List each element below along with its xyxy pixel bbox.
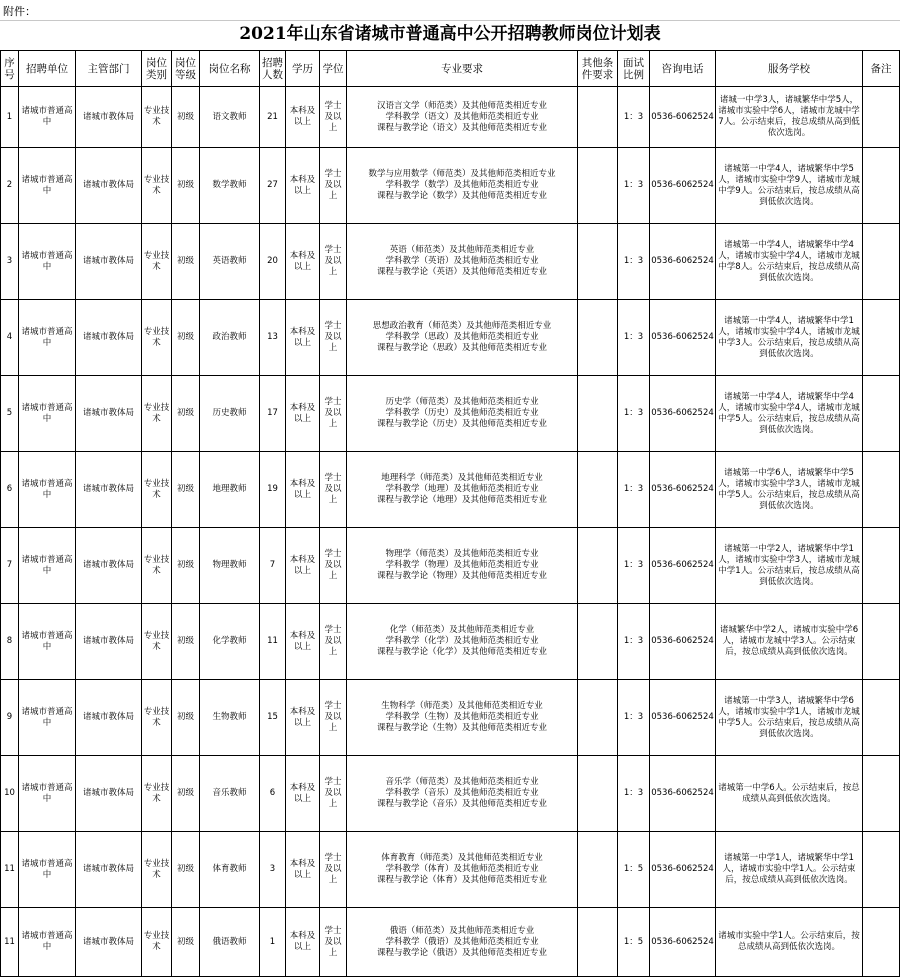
cell-major xyxy=(347,452,578,528)
cell-education: 本科及以上 xyxy=(286,376,320,452)
cell-phone: 0536-6062524 xyxy=(650,300,716,376)
header-major: 专业要求 xyxy=(347,51,578,87)
cell-degree: 学士及以上 xyxy=(320,452,347,528)
cell-level: 初级 xyxy=(172,148,200,224)
cell-count: 7 xyxy=(260,528,286,604)
major-line: 音乐学（师范类）及其他师范类相近专业 xyxy=(385,777,539,787)
cell-phone: 0536-6062524 xyxy=(650,87,716,148)
major-line: 历史学（师范类）及其他师范类相近专业 xyxy=(385,397,539,407)
cell-dept: 诸城市教体局 xyxy=(76,908,142,977)
cell-major xyxy=(347,756,578,832)
table-row xyxy=(1,680,900,756)
cell-degree: 学士及以上 xyxy=(320,680,347,756)
cell-count: 1 xyxy=(260,908,286,977)
major-line: 课程与教学论（物理）及其他师范类相近专业 xyxy=(376,571,547,581)
cell-level: 初级 xyxy=(172,300,200,376)
major-line: 课程与教学论（化学）及其他师范类相近专业 xyxy=(376,647,547,657)
cell-education: 本科及以上 xyxy=(286,756,320,832)
cell-dept: 诸城市教体局 xyxy=(76,528,142,604)
cell-degree: 学士及以上 xyxy=(320,908,347,977)
cell-category: 专业技术 xyxy=(142,300,172,376)
cell-other xyxy=(578,376,618,452)
cell-other xyxy=(578,528,618,604)
header-count: 招聘人数 xyxy=(260,51,286,87)
cell-category: 专业技术 xyxy=(142,224,172,300)
cell-education: 本科及以上 xyxy=(286,832,320,908)
cell-seq: 1 xyxy=(1,87,19,148)
cell-ratio: 1：5 xyxy=(618,908,650,977)
cell-ratio: 1：3 xyxy=(618,300,650,376)
major-line: 课程与教学论（英语）及其他师范类相近专业 xyxy=(376,267,547,277)
cell-note xyxy=(863,908,900,977)
cell-note xyxy=(863,832,900,908)
major-line: 学科教学（数学）及其他师范类相近专业 xyxy=(385,180,539,190)
cell-count: 11 xyxy=(260,604,286,680)
cell-seq: 3 xyxy=(1,224,19,300)
cell-other xyxy=(578,300,618,376)
cell-school: 诸城第一中学3人，诸城繁华中学6人，诸城市实验中学1人，诸城市龙城中学5人。公示结束后，按总成绩从高到低依次选岗。 xyxy=(716,680,863,756)
major-line: 学科教学（思政）及其他师范类相近专业 xyxy=(385,332,539,342)
cell-dept: 诸城市教体局 xyxy=(76,604,142,680)
cell-level: 初级 xyxy=(172,832,200,908)
cell-level: 初级 xyxy=(172,908,200,977)
table-row xyxy=(1,756,900,832)
header-unit: 招聘单位 xyxy=(19,51,76,87)
cell-category: 专业技术 xyxy=(142,452,172,528)
major-line: 课程与教学论（音乐）及其他师范类相近专业 xyxy=(376,799,547,809)
cell-other xyxy=(578,756,618,832)
cell-ratio: 1：3 xyxy=(618,604,650,680)
header-phone: 咨询电话 xyxy=(650,51,716,87)
cell-dept: 诸城市教体局 xyxy=(76,452,142,528)
cell-education: 本科及以上 xyxy=(286,224,320,300)
cell-post: 语文教师 xyxy=(200,87,260,148)
cell-phone: 0536-6062524 xyxy=(650,832,716,908)
cell-unit: 诸城市普通高中 xyxy=(19,148,76,224)
cell-unit: 诸城市普通高中 xyxy=(19,87,76,148)
cell-school: 诸城第一中学4人，诸城繁华中学4人，诸城市实验中学4人，诸城市龙城中学5人。公示结束后，按总成绩从高到低依次选岗。 xyxy=(716,376,863,452)
major-line: 学科教学（俄语）及其他师范类相近专业 xyxy=(385,936,539,947)
header-post: 岗位名称 xyxy=(200,51,260,87)
cell-note xyxy=(863,87,900,148)
table-header-row xyxy=(1,51,900,87)
cell-seq: 11 xyxy=(1,832,19,908)
cell-post: 地理教师 xyxy=(200,452,260,528)
table-row xyxy=(1,832,900,908)
cell-unit: 诸城市普通高中 xyxy=(19,756,76,832)
cell-school: 诸城第一中学1人，诸城繁华中学1人，诸城市实验中学1人。公示结束后，按总成绩从高到低依次选岗。 xyxy=(716,832,863,908)
cell-post: 数学教师 xyxy=(200,148,260,224)
cell-degree: 学士及以上 xyxy=(320,300,347,376)
major-line: 俄语（师范类）及其他师范类相近专业 xyxy=(389,925,535,936)
header-note: 备注 xyxy=(863,51,900,87)
header-other: 其他条件要求 xyxy=(578,51,618,87)
cell-school: 诸城第一中学6人，诸城繁华中学5人，诸城市实验中学3人，诸城市龙城中学5人。公示结束后，按总成绩从高到低依次选岗。 xyxy=(716,452,863,528)
cell-phone: 0536-6062524 xyxy=(650,528,716,604)
header-category: 岗位类别 xyxy=(142,51,172,87)
table-row xyxy=(1,604,900,680)
cell-ratio: 1：3 xyxy=(618,528,650,604)
cell-ratio: 1：3 xyxy=(618,756,650,832)
major-line: 生物科学（师范类）及其他师范类相近专业 xyxy=(381,701,543,711)
cell-note xyxy=(863,756,900,832)
cell-category: 专业技术 xyxy=(142,528,172,604)
cell-phone: 0536-6062524 xyxy=(650,680,716,756)
cell-count: 21 xyxy=(260,87,286,148)
cell-category: 专业技术 xyxy=(142,908,172,977)
cell-category: 专业技术 xyxy=(142,680,172,756)
cell-note xyxy=(863,148,900,224)
cell-major xyxy=(347,376,578,452)
cell-phone: 0536-6062524 xyxy=(650,604,716,680)
cell-post: 化学教师 xyxy=(200,604,260,680)
table-row xyxy=(1,148,900,224)
cell-note xyxy=(863,528,900,604)
cell-seq: 6 xyxy=(1,452,19,528)
cell-major xyxy=(347,300,578,376)
cell-other xyxy=(578,224,618,300)
page-title: 2021年山东省诸城市普通高中公开招聘教师岗位计划表 xyxy=(239,24,661,44)
header-dept: 主管部门 xyxy=(76,51,142,87)
cell-category: 专业技术 xyxy=(142,604,172,680)
cell-phone: 0536-6062524 xyxy=(650,148,716,224)
cell-degree: 学士及以上 xyxy=(320,832,347,908)
cell-other xyxy=(578,832,618,908)
major-line: 课程与教学论（俄语）及其他师范类相近专业 xyxy=(376,947,547,958)
cell-school: 诸城第一中学4人，诸城繁华中学4人，诸城市实验中学4人，诸城市龙城中学8人。公示结束后，按总成绩从高到低依次选岗。 xyxy=(716,224,863,300)
cell-seq: 4 xyxy=(1,300,19,376)
header-level: 岗位等级 xyxy=(172,51,200,87)
cell-major xyxy=(347,604,578,680)
table-row xyxy=(1,376,900,452)
cell-level: 初级 xyxy=(172,452,200,528)
cell-unit: 诸城市普通高中 xyxy=(19,908,76,977)
cell-post: 音乐教师 xyxy=(200,756,260,832)
cell-major xyxy=(347,224,578,300)
table-row xyxy=(1,224,900,300)
major-line: 学科教学（音乐）及其他师范类相近专业 xyxy=(385,788,539,798)
cell-level: 初级 xyxy=(172,376,200,452)
cell-seq: 7 xyxy=(1,528,19,604)
major-line: 课程与教学论（地理）及其他师范类相近专业 xyxy=(376,495,547,505)
cell-post: 英语教师 xyxy=(200,224,260,300)
major-line: 学科教学（地理）及其他师范类相近专业 xyxy=(385,484,539,494)
cell-education: 本科及以上 xyxy=(286,604,320,680)
cell-seq: 2 xyxy=(1,148,19,224)
cell-count: 17 xyxy=(260,376,286,452)
cell-ratio: 1：3 xyxy=(618,224,650,300)
cell-category: 专业技术 xyxy=(142,832,172,908)
cell-note xyxy=(863,376,900,452)
cell-ratio: 1：3 xyxy=(618,452,650,528)
table-body xyxy=(1,87,900,977)
major-line: 学科教学（物理）及其他师范类相近专业 xyxy=(385,560,539,570)
table-row xyxy=(1,300,900,376)
cell-school: 诸城第一中学4人，诸城繁华中学1人，诸城市实验中学4人，诸城市龙城中学3人。公示结束后，按总成绩从高到低依次选岗。 xyxy=(716,300,863,376)
cell-count: 20 xyxy=(260,224,286,300)
cell-count: 3 xyxy=(260,832,286,908)
cell-category: 专业技术 xyxy=(142,376,172,452)
cell-phone: 0536-6062524 xyxy=(650,908,716,977)
cell-major xyxy=(347,87,578,148)
table-row xyxy=(1,908,900,977)
major-line: 思想政治教育（师范类）及其他师范类相近专业 xyxy=(372,321,552,331)
major-line: 数学与应用数学（师范类）及其他师范类相近专业 xyxy=(368,169,556,179)
table-row xyxy=(1,87,900,148)
major-line: 课程与教学论（体育）及其他师范类相近专业 xyxy=(376,875,547,885)
cell-degree: 学士及以上 xyxy=(320,87,347,148)
cell-major xyxy=(347,680,578,756)
cell-dept: 诸城市教体局 xyxy=(76,756,142,832)
cell-education: 本科及以上 xyxy=(286,680,320,756)
cell-note xyxy=(863,452,900,528)
cell-dept: 诸城市教体局 xyxy=(76,148,142,224)
major-line: 物理学（师范类）及其他师范类相近专业 xyxy=(385,549,539,559)
cell-post: 历史教师 xyxy=(200,376,260,452)
major-line: 地理科学（师范类）及其他师范类相近专业 xyxy=(381,473,543,483)
table-row xyxy=(1,452,900,528)
cell-school: 诸城市实验中学1人。公示结束后，按总成绩从高到低依次选岗。 xyxy=(716,908,863,977)
cell-other xyxy=(578,604,618,680)
cell-other xyxy=(578,452,618,528)
cell-dept: 诸城市教体局 xyxy=(76,224,142,300)
cell-unit: 诸城市普通高中 xyxy=(19,300,76,376)
cell-dept: 诸城市教体局 xyxy=(76,832,142,908)
cell-school: 诸城第一中学2人，诸城繁华中学1人，诸城市实验中学3人，诸城市龙城中学1人。公示结束后，按总成绩从高到低依次选岗。 xyxy=(716,528,863,604)
cell-seq: 8 xyxy=(1,604,19,680)
major-line: 英语（师范类）及其他师范类相近专业 xyxy=(389,245,535,255)
cell-phone: 0536-6062524 xyxy=(650,224,716,300)
header-ratio: 面试比例 xyxy=(618,51,650,87)
cell-seq: 11 xyxy=(1,908,19,977)
cell-ratio: 1：3 xyxy=(618,148,650,224)
cell-count: 6 xyxy=(260,756,286,832)
cell-post: 俄语教师 xyxy=(200,908,260,977)
cell-post: 物理教师 xyxy=(200,528,260,604)
cell-education: 本科及以上 xyxy=(286,148,320,224)
cell-level: 初级 xyxy=(172,224,200,300)
cell-note xyxy=(863,604,900,680)
header-education: 学历 xyxy=(286,51,320,87)
cell-unit: 诸城市普通高中 xyxy=(19,832,76,908)
cell-phone: 0536-6062524 xyxy=(650,756,716,832)
attachment-label: 附件： xyxy=(3,5,36,18)
cell-post: 生物教师 xyxy=(200,680,260,756)
cell-ratio: 1：3 xyxy=(618,87,650,148)
cell-count: 19 xyxy=(260,452,286,528)
cell-education: 本科及以上 xyxy=(286,300,320,376)
cell-note xyxy=(863,300,900,376)
cell-dept: 诸城市教体局 xyxy=(76,376,142,452)
cell-level: 初级 xyxy=(172,680,200,756)
major-line: 学科教学（生物）及其他师范类相近专业 xyxy=(385,712,539,722)
cell-school: 诸城第一中学6人。公示结束后，按总成绩从高到低依次选岗。 xyxy=(716,756,863,832)
cell-school: 诸城繁华中学2人，诸城市实验中学6人，诸城市龙城中学3人。公示结束后，按总成绩从高到低依次选岗。 xyxy=(716,604,863,680)
major-line: 学科教学（历史）及其他师范类相近专业 xyxy=(385,408,539,418)
header-degree: 学位 xyxy=(320,51,347,87)
cell-unit: 诸城市普通高中 xyxy=(19,680,76,756)
cell-school: 诸城一中学3人，诸城繁华中学5人，诸城市实验中学6人，诸城市龙城中学7人。公示结束后，按总成绩从高到低依次选岗。 xyxy=(716,87,863,148)
cell-unit: 诸城市普通高中 xyxy=(19,604,76,680)
cell-school: 诸城第一中学4人，诸城繁华中学5人，诸城市实验中学9人，诸城市龙城中学9人。公示结束后，按总成绩从高到低依次选岗。 xyxy=(716,148,863,224)
cell-degree: 学士及以上 xyxy=(320,528,347,604)
major-line: 体育教育（师范类）及其他师范类相近专业 xyxy=(381,853,543,863)
cell-degree: 学士及以上 xyxy=(320,224,347,300)
cell-level: 初级 xyxy=(172,604,200,680)
top-divider xyxy=(0,20,900,21)
cell-unit: 诸城市普通高中 xyxy=(19,224,76,300)
cell-phone: 0536-6062524 xyxy=(650,376,716,452)
header-school: 服务学校 xyxy=(716,51,863,87)
cell-degree: 学士及以上 xyxy=(320,604,347,680)
cell-education: 本科及以上 xyxy=(286,528,320,604)
cell-count: 15 xyxy=(260,680,286,756)
cell-education: 本科及以上 xyxy=(286,87,320,148)
major-line: 学科教学（语文）及其他师范类相近专业 xyxy=(385,111,539,122)
cell-ratio: 1：5 xyxy=(618,832,650,908)
cell-note xyxy=(863,224,900,300)
cell-dept: 诸城市教体局 xyxy=(76,680,142,756)
cell-seq: 5 xyxy=(1,376,19,452)
cell-level: 初级 xyxy=(172,87,200,148)
cell-major xyxy=(347,148,578,224)
major-line: 课程与教学论（数学）及其他师范类相近专业 xyxy=(376,191,547,201)
cell-other xyxy=(578,148,618,224)
cell-note xyxy=(863,680,900,756)
major-line: 课程与教学论（语文）及其他师范类相近专业 xyxy=(376,122,547,133)
major-line: 学科教学（化学）及其他师范类相近专业 xyxy=(385,636,539,646)
cell-category: 专业技术 xyxy=(142,148,172,224)
table-row xyxy=(1,528,900,604)
cell-other xyxy=(578,908,618,977)
cell-unit: 诸城市普通高中 xyxy=(19,376,76,452)
cell-seq: 9 xyxy=(1,680,19,756)
cell-major xyxy=(347,908,578,977)
major-line: 化学（师范类）及其他师范类相近专业 xyxy=(389,625,535,635)
cell-degree: 学士及以上 xyxy=(320,148,347,224)
major-line: 课程与教学论（历史）及其他师范类相近专业 xyxy=(376,419,547,429)
major-line: 课程与教学论（生物）及其他师范类相近专业 xyxy=(376,723,547,733)
cell-phone: 0536-6062524 xyxy=(650,452,716,528)
cell-level: 初级 xyxy=(172,528,200,604)
major-line: 汉语言文学（师范类）及其他师范类相近专业 xyxy=(376,100,547,111)
cell-degree: 学士及以上 xyxy=(320,376,347,452)
cell-ratio: 1：3 xyxy=(618,680,650,756)
major-line: 课程与教学论（思政）及其他师范类相近专业 xyxy=(376,343,547,353)
cell-degree: 学士及以上 xyxy=(320,756,347,832)
cell-category: 专业技术 xyxy=(142,756,172,832)
cell-major xyxy=(347,528,578,604)
cell-education: 本科及以上 xyxy=(286,908,320,977)
cell-major xyxy=(347,832,578,908)
major-line: 学科教学（体育）及其他师范类相近专业 xyxy=(385,864,539,874)
major-line: 学科教学（英语）及其他师范类相近专业 xyxy=(385,256,539,266)
cell-ratio: 1：3 xyxy=(618,376,650,452)
cell-count: 13 xyxy=(260,300,286,376)
cell-post: 体育教师 xyxy=(200,832,260,908)
cell-seq: 10 xyxy=(1,756,19,832)
cell-unit: 诸城市普通高中 xyxy=(19,528,76,604)
cell-education: 本科及以上 xyxy=(286,452,320,528)
cell-dept: 诸城市教体局 xyxy=(76,300,142,376)
cell-other xyxy=(578,87,618,148)
cell-level: 初级 xyxy=(172,756,200,832)
cell-post: 政治教师 xyxy=(200,300,260,376)
cell-unit: 诸城市普通高中 xyxy=(19,452,76,528)
recruitment-plan-table xyxy=(0,50,900,977)
cell-other xyxy=(578,680,618,756)
cell-dept: 诸城市教体局 xyxy=(76,87,142,148)
cell-count: 27 xyxy=(260,148,286,224)
cell-category: 专业技术 xyxy=(142,87,172,148)
header-seq: 序号 xyxy=(1,51,19,87)
